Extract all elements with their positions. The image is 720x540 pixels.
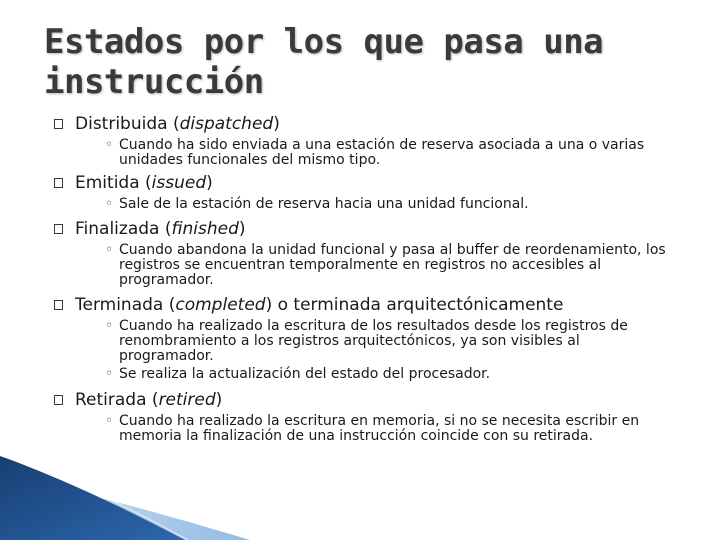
square-bullet-icon <box>54 224 63 234</box>
sub-item: ◦ Cuando ha sido enviada a una estación de reserva asociada a una o varias unidades funcionales del mismo tipo. <box>105 137 645 168</box>
sub-item: ◦ Sale de la estación de reserva hacia una unidad funcional. <box>105 196 529 212</box>
corner-swoosh-decoration <box>0 440 720 540</box>
bullet-list <box>48 113 678 444</box>
sub-item: ◦ Cuando abandona la unidad funcional y pasa al buffer de reordenamiento, los registros se encuentran temporalmente en registros no accesibles al programador. <box>105 242 666 288</box>
list-item <box>48 389 678 444</box>
item-title: Retirada (retired) <box>75 390 223 410</box>
sub-item: ◦ Se realiza la actualización del estado del procesador. <box>105 366 491 382</box>
square-bullet-icon <box>54 178 63 188</box>
square-bullet-icon <box>54 395 63 405</box>
item-title: Terminada (completed) o terminada arquitectónicamente <box>75 295 564 315</box>
item-title: Distribuida (dispatched) <box>75 114 280 134</box>
sub-item: ◦ Cuando ha realizado la escritura de los resultados desde los registros de renombramiento a los registros arquitectónicos, ya son visibles al programador. <box>105 318 628 364</box>
square-bullet-icon <box>54 300 63 310</box>
square-bullet-icon <box>54 119 63 129</box>
list-item <box>48 294 678 382</box>
circle-bullet-icon: ◦ <box>105 413 114 429</box>
list-item <box>48 172 678 212</box>
circle-bullet-icon: ◦ <box>105 242 114 258</box>
slide-title: Estados por los que pasa una instrucción <box>44 22 604 102</box>
circle-bullet-icon: ◦ <box>105 137 114 153</box>
item-title: Finalizada (finished) <box>75 219 246 239</box>
circle-bullet-icon: ◦ <box>105 318 114 334</box>
swoosh-dark <box>0 456 185 540</box>
circle-bullet-icon: ◦ <box>105 366 114 382</box>
sub-item: ◦ Cuando ha realizado la escritura en memoria, si no se necesita escribir en memoria la finalización de una instrucción coincide con su retirada. <box>105 413 640 444</box>
list-item <box>48 113 678 168</box>
item-title: Emitida (issued) <box>75 173 213 193</box>
circle-bullet-icon: ◦ <box>105 196 114 212</box>
list-item <box>48 218 678 288</box>
